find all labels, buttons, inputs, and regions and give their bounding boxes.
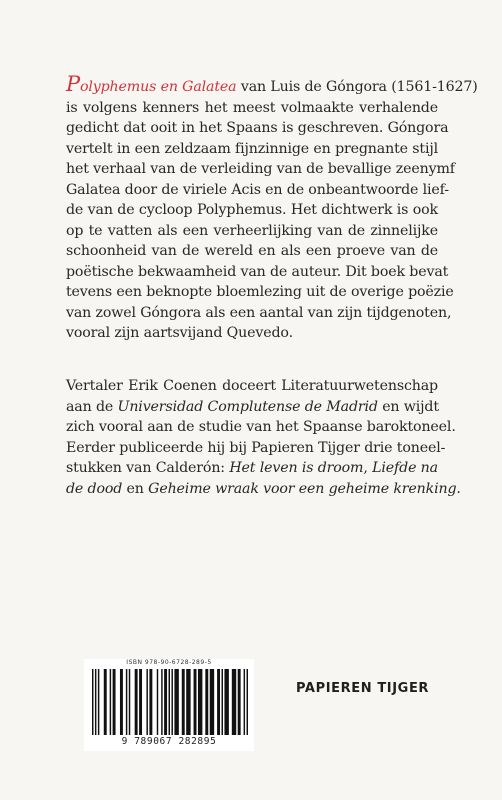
text-run: het verhaal van de verleiding van de bevallige zeenymf [66, 161, 455, 177]
text-run: Het leven is droom [229, 460, 364, 476]
barcode-bar [217, 669, 220, 735]
barcode-bar [92, 669, 93, 735]
text-run: zich vooral aan de studie van het Spaanse baroktoneel. [66, 419, 456, 435]
text-line [66, 159, 455, 180]
barcode-bar [171, 669, 172, 735]
barcode-bar [149, 669, 152, 735]
text-run: de dood [66, 480, 123, 497]
text-run: Galatea door de viriele Acis en de onbeantwoorde lief- [66, 181, 449, 198]
isbn-label: ISBN 978-90-6728-289-5 [126, 659, 212, 666]
text-line [66, 241, 438, 262]
barcode-bar [126, 669, 127, 735]
text-line [66, 282, 454, 303]
barcode-bar [146, 669, 147, 735]
text-run: . [456, 480, 461, 497]
barcode-bar [104, 669, 107, 735]
text-run: poëtische bekwaamheid van de auteur. Dit boek bevat [66, 263, 449, 280]
text-line [66, 98, 438, 119]
text-run: gedicht dat ooit in het Spaans is geschreven. Góngora [66, 120, 449, 136]
barcode-bar [129, 669, 130, 735]
text-run: olyphemus en Galatea [79, 79, 237, 95]
barcode-bar [157, 669, 158, 735]
barcode-bar [182, 669, 185, 735]
text-line [66, 479, 461, 500]
text-line [66, 438, 446, 459]
text-run: is volgens kenners het meest volmaakte verhalende [66, 99, 438, 116]
text-line [66, 200, 438, 221]
barcode-bar [205, 669, 208, 735]
barcode-bar [174, 669, 178, 735]
isbn-digits: 9 789067 282895 [121, 736, 217, 747]
text-run: Vertaler Erik Coenen doceert Literatuurwetenschap [66, 378, 438, 394]
text-line [66, 118, 449, 139]
barcode-bar [232, 669, 236, 735]
barcode-bar [210, 669, 214, 735]
drop-cap: P [66, 72, 80, 96]
text-run: op te vatten als een verheerlijking van de zinnelijke [66, 222, 438, 239]
barcode [84, 659, 254, 751]
text-line [66, 303, 452, 324]
barcode-bar [161, 669, 162, 735]
text-run: vooral zijn aartsvijand Quevedo. [66, 325, 293, 341]
text-run: stukken van Calderón: [66, 460, 230, 476]
text-line [66, 72, 478, 98]
description-paragraph [66, 72, 478, 344]
text-run: en wijdt [377, 398, 439, 415]
barcode-bar [194, 669, 197, 735]
barcode-bar [98, 669, 99, 735]
barcode-bar [113, 669, 116, 735]
text-run: Geheime wraak voor een geheime krenking [148, 480, 457, 497]
barcode-bar [244, 669, 245, 735]
text-line [66, 397, 438, 418]
text-run: en [122, 480, 149, 497]
barcode-bar [110, 669, 111, 735]
barcode-bars [92, 669, 248, 735]
text-run: Eerder publiceerde hij bij Papieren Tijger drie toneel- [66, 439, 446, 456]
barcode-bar [186, 669, 190, 735]
text-run: vertelt in een zeldzaam fijnzinnige en pregnante stijl [66, 140, 438, 157]
barcode-bar [164, 669, 167, 735]
barcode-bar [222, 669, 223, 735]
text-run: , [363, 460, 373, 476]
text-line [66, 262, 449, 283]
barcode-bar [135, 669, 138, 735]
text-line [66, 221, 438, 242]
barcode-bar [238, 669, 241, 735]
text-run: de van de cycloop Polyphemus. Het dichtwerk is ook [66, 202, 438, 218]
text-run: van zowel Góngora als een aantal van zijn tijdgenoten, [66, 304, 452, 321]
barcode-bar [169, 669, 170, 735]
translator-paragraph [66, 376, 461, 499]
text-run: Liefde na [372, 460, 438, 476]
text-line [66, 139, 438, 160]
text-line [66, 180, 449, 201]
barcode-bar [139, 669, 142, 735]
text-line [66, 376, 438, 397]
text-line [66, 417, 456, 438]
barcode-bar [120, 669, 123, 735]
barcode-bar [224, 669, 228, 735]
publisher-name: PAPIEREN TIJGER [296, 681, 430, 696]
text-run: aan de [66, 398, 118, 415]
text-run: tevens een beknopte bloemlezing uit de overige poëzie [66, 284, 454, 300]
text-run: van Luis de Góngora (1561-1627) [236, 79, 478, 95]
text-run: schoonheid van de wereld en als een proeve van de [66, 243, 438, 259]
text-line [66, 458, 438, 479]
text-line [66, 323, 438, 344]
text-run: Universidad Complutense de Madrid [117, 398, 378, 415]
barcode-bar [95, 669, 96, 735]
barcode-bar [247, 669, 248, 735]
barcode-bar [198, 669, 202, 735]
